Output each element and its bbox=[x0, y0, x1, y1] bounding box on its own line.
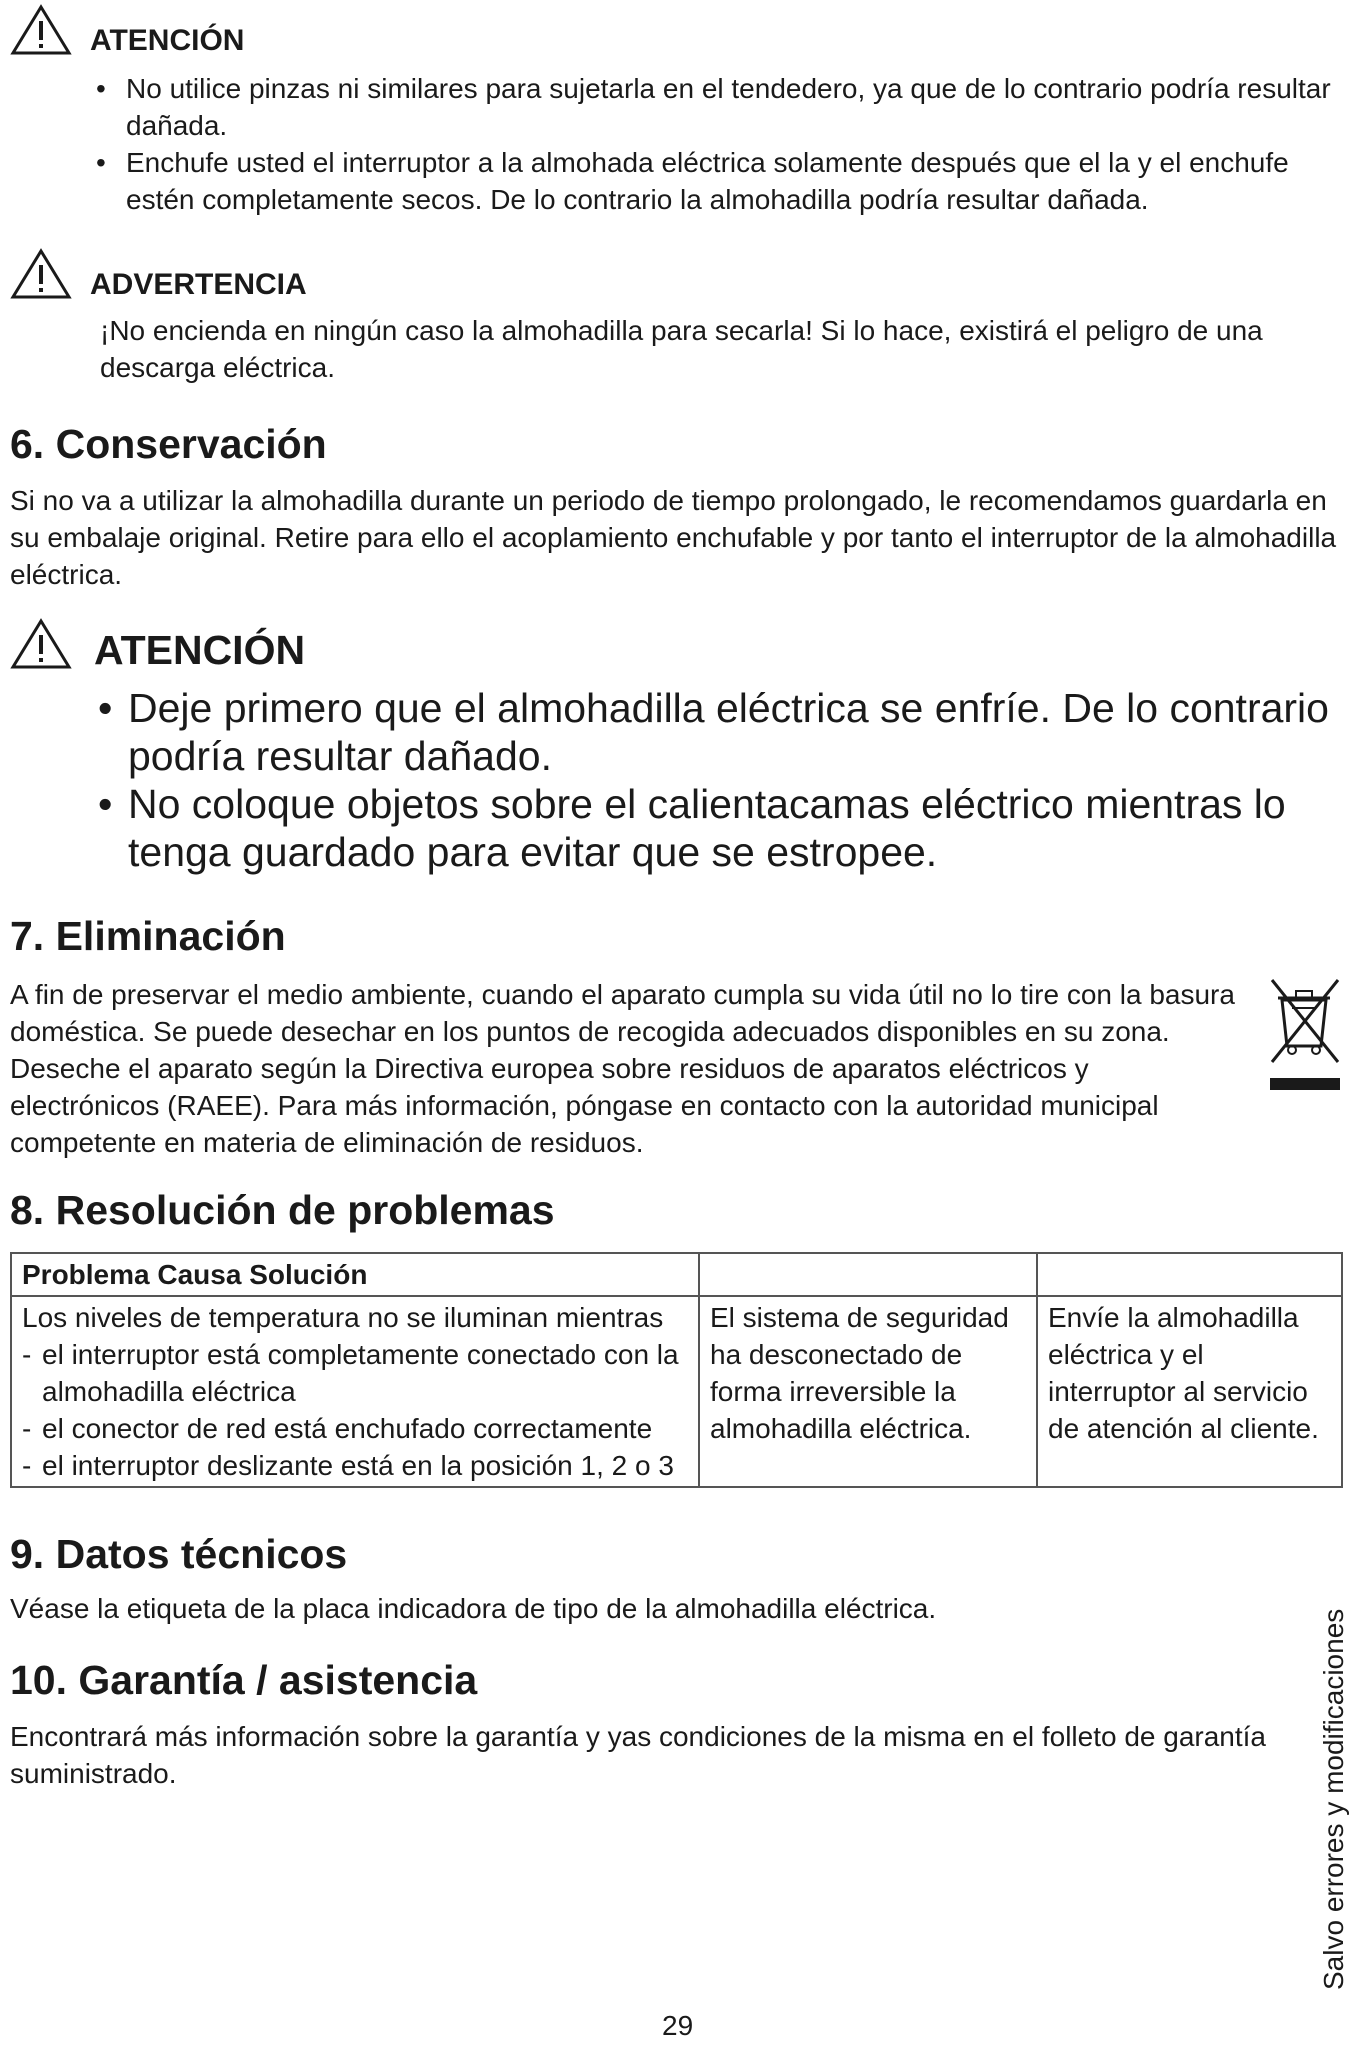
warning-title: ADVERTENCIA bbox=[90, 268, 307, 301]
warning-text: ¡No encienda en ningún caso la almohadilla para secarla! Si lo hace, existirá el peligro de una descarga eléctrica. bbox=[100, 315, 1263, 383]
table-header-cell bbox=[1037, 1253, 1342, 1296]
section-text: Encontrará más información sobre la garantía y yas condiciones de la misma en el folleto de garantía suministrado. bbox=[10, 1721, 1267, 1789]
section-garantia bbox=[10, 1656, 1355, 1792]
troubleshooting-table bbox=[10, 1252, 1343, 1488]
warning-title: ATENCIÓN bbox=[90, 24, 245, 57]
warning-triangle-icon bbox=[10, 4, 72, 56]
warning-atencion-1 bbox=[10, 4, 1355, 218]
list-item: • Enchufe usted el interruptor a la almohada eléctrica solamente después que el la y el enchufe estén completamente secos. De lo contrario la almohadilla podría resultar dañada. bbox=[126, 144, 1348, 218]
weee-crossed-bin-icon bbox=[1268, 974, 1344, 1094]
problem-item: - el interruptor está completamente conectado con la almohadilla eléctrica bbox=[22, 1339, 679, 1407]
warning-list bbox=[126, 70, 1348, 218]
page-number: 29 bbox=[662, 2010, 694, 2041]
table-header-cell bbox=[699, 1253, 1037, 1296]
warning-advertencia bbox=[10, 248, 1355, 386]
warning-list bbox=[128, 684, 1353, 876]
section-eliminacion bbox=[10, 912, 1355, 1161]
warning-atencion-2 bbox=[10, 618, 1355, 876]
section-text: Si no va a utilizar la almohadilla durante un periodo de tiempo prolongado, le recomendamos guardarla en su embalaje original. Retire para ello el acoplamiento enchufable y por tanto el interruptor de la almohadilla eléctrica. bbox=[10, 485, 1337, 590]
section-text: A fin de preservar el medio ambiente, cuando el aparato cumpla su vida útil no lo tire con la basura doméstica. Se puede desechar en los puntos de recogida adecuados disponibles en su zona. Deseche el aparato según la Directiva europea sobre residuos de aparatos eléctricos y electrónicos (RAEE). Para más información, póngase en contacto con la autoridad municipal competente en materia de eliminación de residuos. bbox=[10, 979, 1235, 1158]
problem-cell bbox=[11, 1296, 699, 1487]
section-datos-tecnicos bbox=[10, 1530, 1355, 1627]
warning-triangle-icon bbox=[10, 618, 72, 670]
problem-intro: Los niveles de temperatura no se iluminan mientras bbox=[22, 1302, 664, 1333]
table-header-row bbox=[11, 1253, 1342, 1296]
section-resolucion-problemas bbox=[10, 1186, 1355, 1488]
problem-item-text: el conector de red está enchufado correctamente bbox=[42, 1413, 653, 1444]
list-item: • No utilice pinzas ni similares para sujetarla en el tendedero, ya que de lo contrario podría resultar dañada. bbox=[126, 70, 1348, 144]
cause-cell: El sistema de seguridad ha desconectado de forma irreversible la almohadilla eléctrica. bbox=[699, 1296, 1037, 1487]
list-item: • No coloque objetos sobre el calientacamas eléctrico mientras lo tenga guardado para evitar que se estropee. bbox=[128, 780, 1353, 876]
section-conservacion bbox=[10, 420, 1355, 593]
warning-triangle-icon bbox=[10, 248, 72, 300]
section-heading: 7. Eliminación bbox=[10, 913, 286, 959]
problem-item: - el interruptor deslizante está en la posición 1, 2 o 3 bbox=[22, 1450, 674, 1481]
problem-item-text: el interruptor está completamente conectado con la almohadilla eléctrica bbox=[42, 1339, 679, 1407]
section-heading: 6. Conservación bbox=[10, 421, 327, 467]
side-note: Salvo errores y modificaciones bbox=[1318, 1608, 1349, 1990]
table-row bbox=[11, 1296, 1342, 1487]
section-heading: 9. Datos técnicos bbox=[10, 1531, 348, 1577]
section-heading: 10. Garantía / asistencia bbox=[10, 1657, 478, 1703]
section-text: Véase la etiqueta de la placa indicadora de tipo de la almohadilla eléctrica. bbox=[10, 1593, 937, 1624]
problem-item-text: el interruptor deslizante está en la posición 1, 2 o 3 bbox=[42, 1450, 674, 1481]
list-item: • Deje primero que el almohadilla eléctrica se enfríe. De lo contrario podría resultar dañado. bbox=[128, 684, 1353, 780]
warning-title: ATENCIÓN bbox=[94, 627, 306, 673]
problem-item: - el conector de red está enchufado correctamente bbox=[22, 1413, 653, 1444]
table-header-cell: Problema Causa Solución bbox=[11, 1253, 699, 1296]
section-heading: 8. Resolución de problemas bbox=[10, 1187, 555, 1233]
solution-cell: Envíe la almohadilla eléctrica y el interruptor al servicio de atención al cliente. bbox=[1037, 1296, 1342, 1487]
